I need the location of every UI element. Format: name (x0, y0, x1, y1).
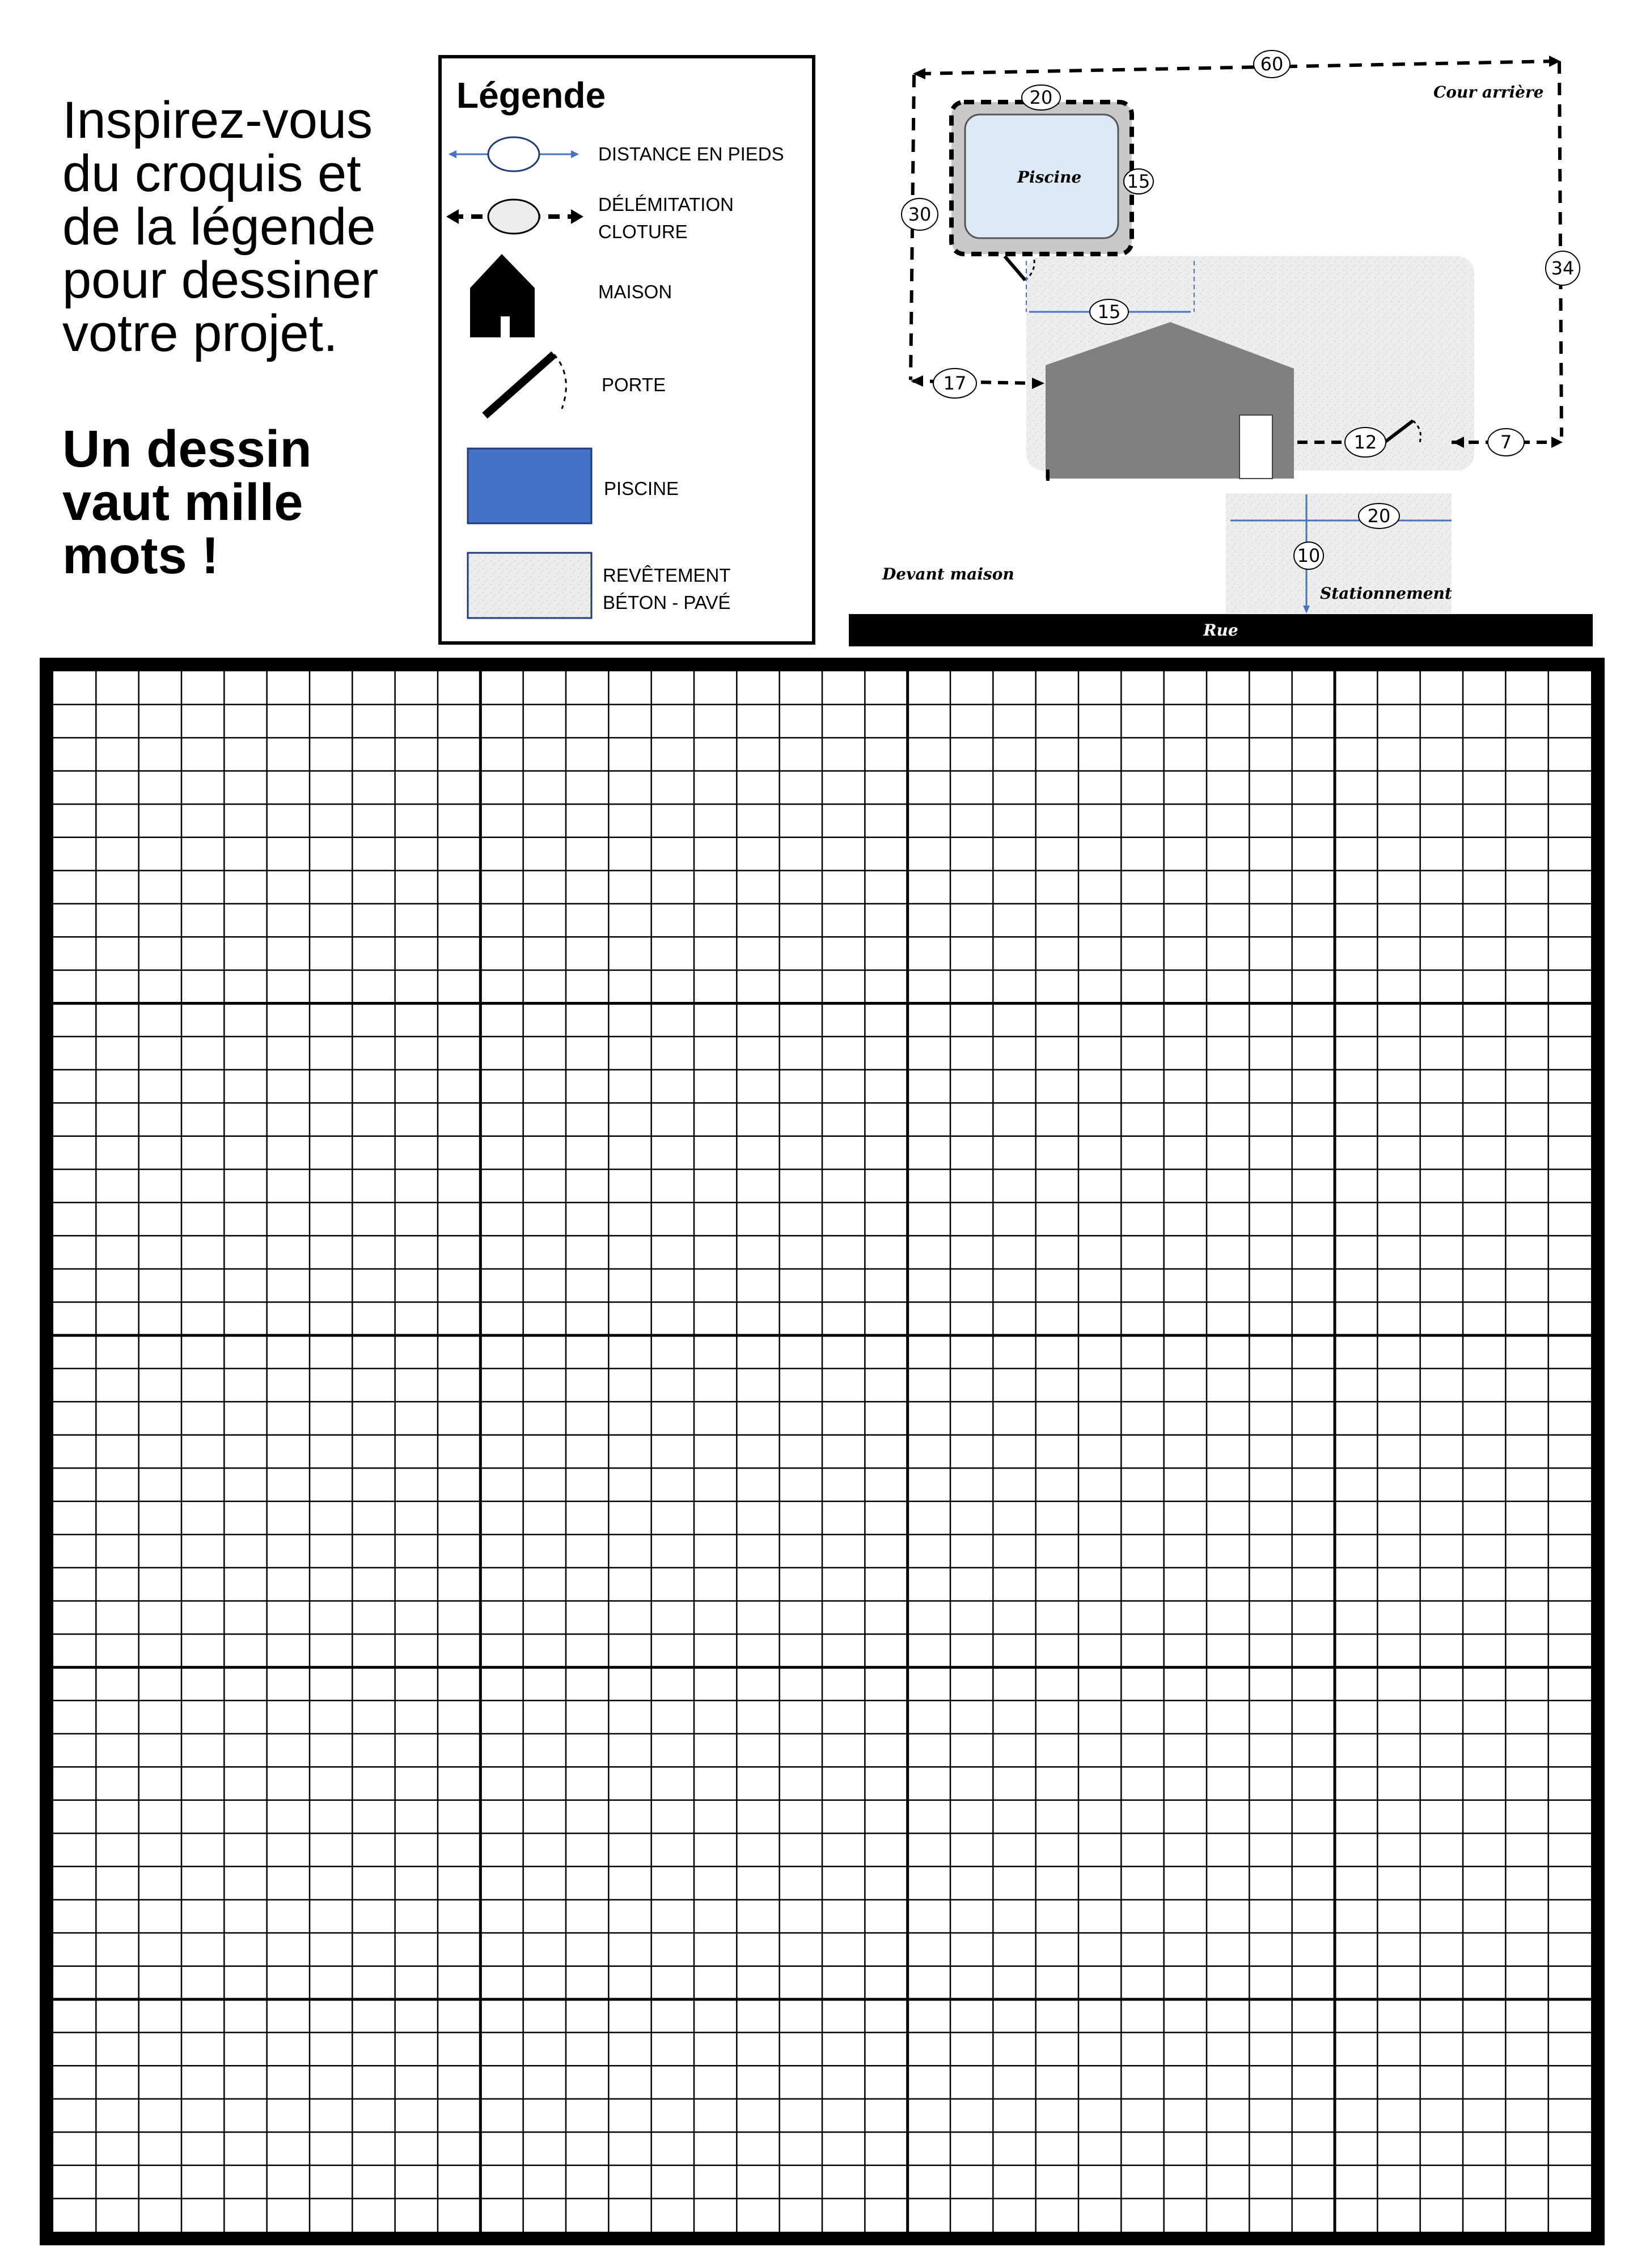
intro-slogan (62, 420, 437, 585)
drawing-grid (40, 658, 1605, 2245)
slogan-line: Un dessin (62, 420, 312, 478)
legend-label-house: MAISON (598, 281, 672, 302)
dimension-pool-length: 20 (1029, 87, 1053, 108)
pool-swatch (468, 448, 591, 523)
dimension-pool-to-house-label: 15 (1097, 301, 1121, 323)
sketch-drawing (834, 45, 1593, 646)
dimension-pool-width: 15 (1127, 171, 1150, 192)
dimension-gate-right: 7 (1500, 431, 1512, 453)
parking-label: Stationnement (1320, 584, 1452, 603)
legend-box (438, 55, 815, 645)
site-sketch (834, 45, 1593, 646)
house-door (1239, 415, 1272, 479)
pool-label: Piscine (1017, 168, 1082, 187)
dimension-house-right: 12 (1353, 431, 1377, 453)
intro-line: de la légende (62, 198, 376, 256)
legend-label-door: PORTE (602, 374, 666, 395)
intro-panel (62, 91, 437, 585)
legend-label-pavement: REVÊTEMENT BÉTON - PAVÉ (603, 565, 731, 613)
pavement-swatch (468, 553, 591, 618)
front-label: Devant maison (882, 565, 1014, 583)
grid-svg (40, 658, 1605, 2245)
pool-gate (1005, 256, 1025, 280)
slogan-line: vaut mille (62, 473, 303, 531)
legend-label-fence: DÉLÉMITATION CLOTURE (598, 194, 734, 242)
legend-label-distance: DISTANCE EN PIEDS (598, 143, 784, 164)
dimension-fence-back: 60 (1260, 53, 1284, 75)
intro-line: du croquis et (62, 145, 361, 202)
dimension-parking-length-label: 20 (1367, 505, 1391, 527)
distance-arrow-icon (449, 137, 579, 171)
intro-line: pour dessiner (62, 251, 379, 309)
legend-label-pool: PISCINE (604, 478, 679, 499)
intro-line: votre projet. (62, 304, 338, 362)
fence-right (1559, 61, 1562, 437)
dimension-house-left: 17 (943, 373, 967, 394)
door-icon (485, 354, 566, 416)
fence-back (919, 61, 1554, 74)
dimension-parking-width-label: 10 (1297, 545, 1321, 566)
street-bar (849, 614, 1593, 646)
house-icon (470, 254, 535, 337)
legend-title: Légende (456, 75, 606, 116)
street-label: Rue (1203, 621, 1238, 640)
dimension-fence-right: 34 (1551, 257, 1575, 279)
slogan-line: mots ! (62, 527, 219, 585)
intro-line: Inspirez-vous (62, 91, 373, 149)
backyard-label: Cour arrière (1433, 83, 1544, 101)
dimension-fence-left: 30 (908, 204, 932, 225)
fence-line-icon (446, 200, 583, 234)
intro-instructions (62, 91, 437, 362)
